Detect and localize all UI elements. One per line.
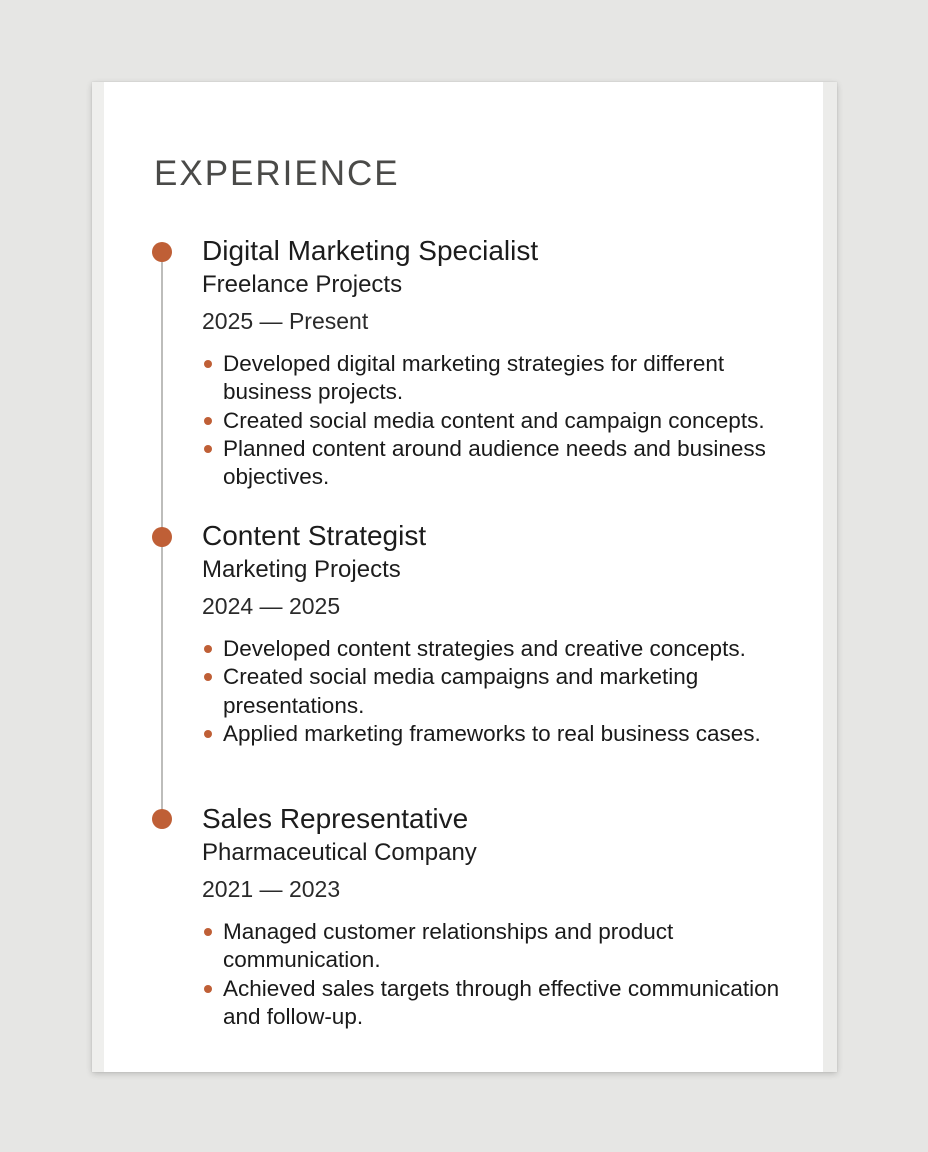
job-title: Sales Representative [202,803,469,834]
bullet-dot [204,673,212,681]
bullet-dot [204,928,212,936]
responsibility-list [202,918,782,1031]
responsibility-list [202,635,782,748]
employment-dates: 2025 — Present [202,308,369,334]
responsibility-list [202,350,782,491]
employment-dates: 2024 — 2025 [202,593,341,619]
bullet-dot [204,645,212,653]
job-title: Digital Marketing Specialist [202,235,539,266]
responsibility-item [202,407,782,435]
timeline-dot [152,809,172,829]
responsibility-text: Managed customer relationships and product communication. [223,919,674,973]
bullet-dot [204,445,212,453]
responsibility-text: Planned content around audience needs and business objectives. [223,435,766,490]
responsibility-text: Developed digital marketing strategies for different business projects. [223,351,725,405]
company-name: Freelance Projects [202,271,403,298]
employment-dates: 2021 — 2023 [202,876,341,902]
responsibility-item [202,435,782,492]
responsibility-item [202,975,782,1032]
timeline-dot [152,242,172,262]
section-title: EXPERIENCE [154,154,400,193]
responsibility-text: Developed content strategies and creative concepts. [223,636,746,661]
timeline-dot [152,527,172,547]
responsibility-item [202,350,782,407]
page-edge-left [92,82,104,1072]
bullet-dot [204,360,212,368]
responsibility-item [202,918,782,975]
company-name: Marketing Projects [202,556,401,583]
responsibility-item [202,663,782,720]
responsibility-text: Created social media campaigns and marketing presentations. [223,664,699,718]
responsibility-item [202,720,782,748]
resume-page [92,82,837,1072]
bullet-dot [204,985,212,993]
responsibility-text: Applied marketing frameworks to real business cases. [223,720,761,746]
bullet-dot [204,730,212,738]
responsibility-text: Achieved sales targets through effective communication and follow-up. [223,975,780,1029]
responsibility-text: Created social media content and campaign concepts. [223,407,765,433]
page-edge-right [823,82,837,1072]
job-title: Content Strategist [202,520,427,551]
responsibility-item [202,635,782,663]
bullet-dot [204,417,212,425]
company-name: Pharmaceutical Company [202,839,477,866]
